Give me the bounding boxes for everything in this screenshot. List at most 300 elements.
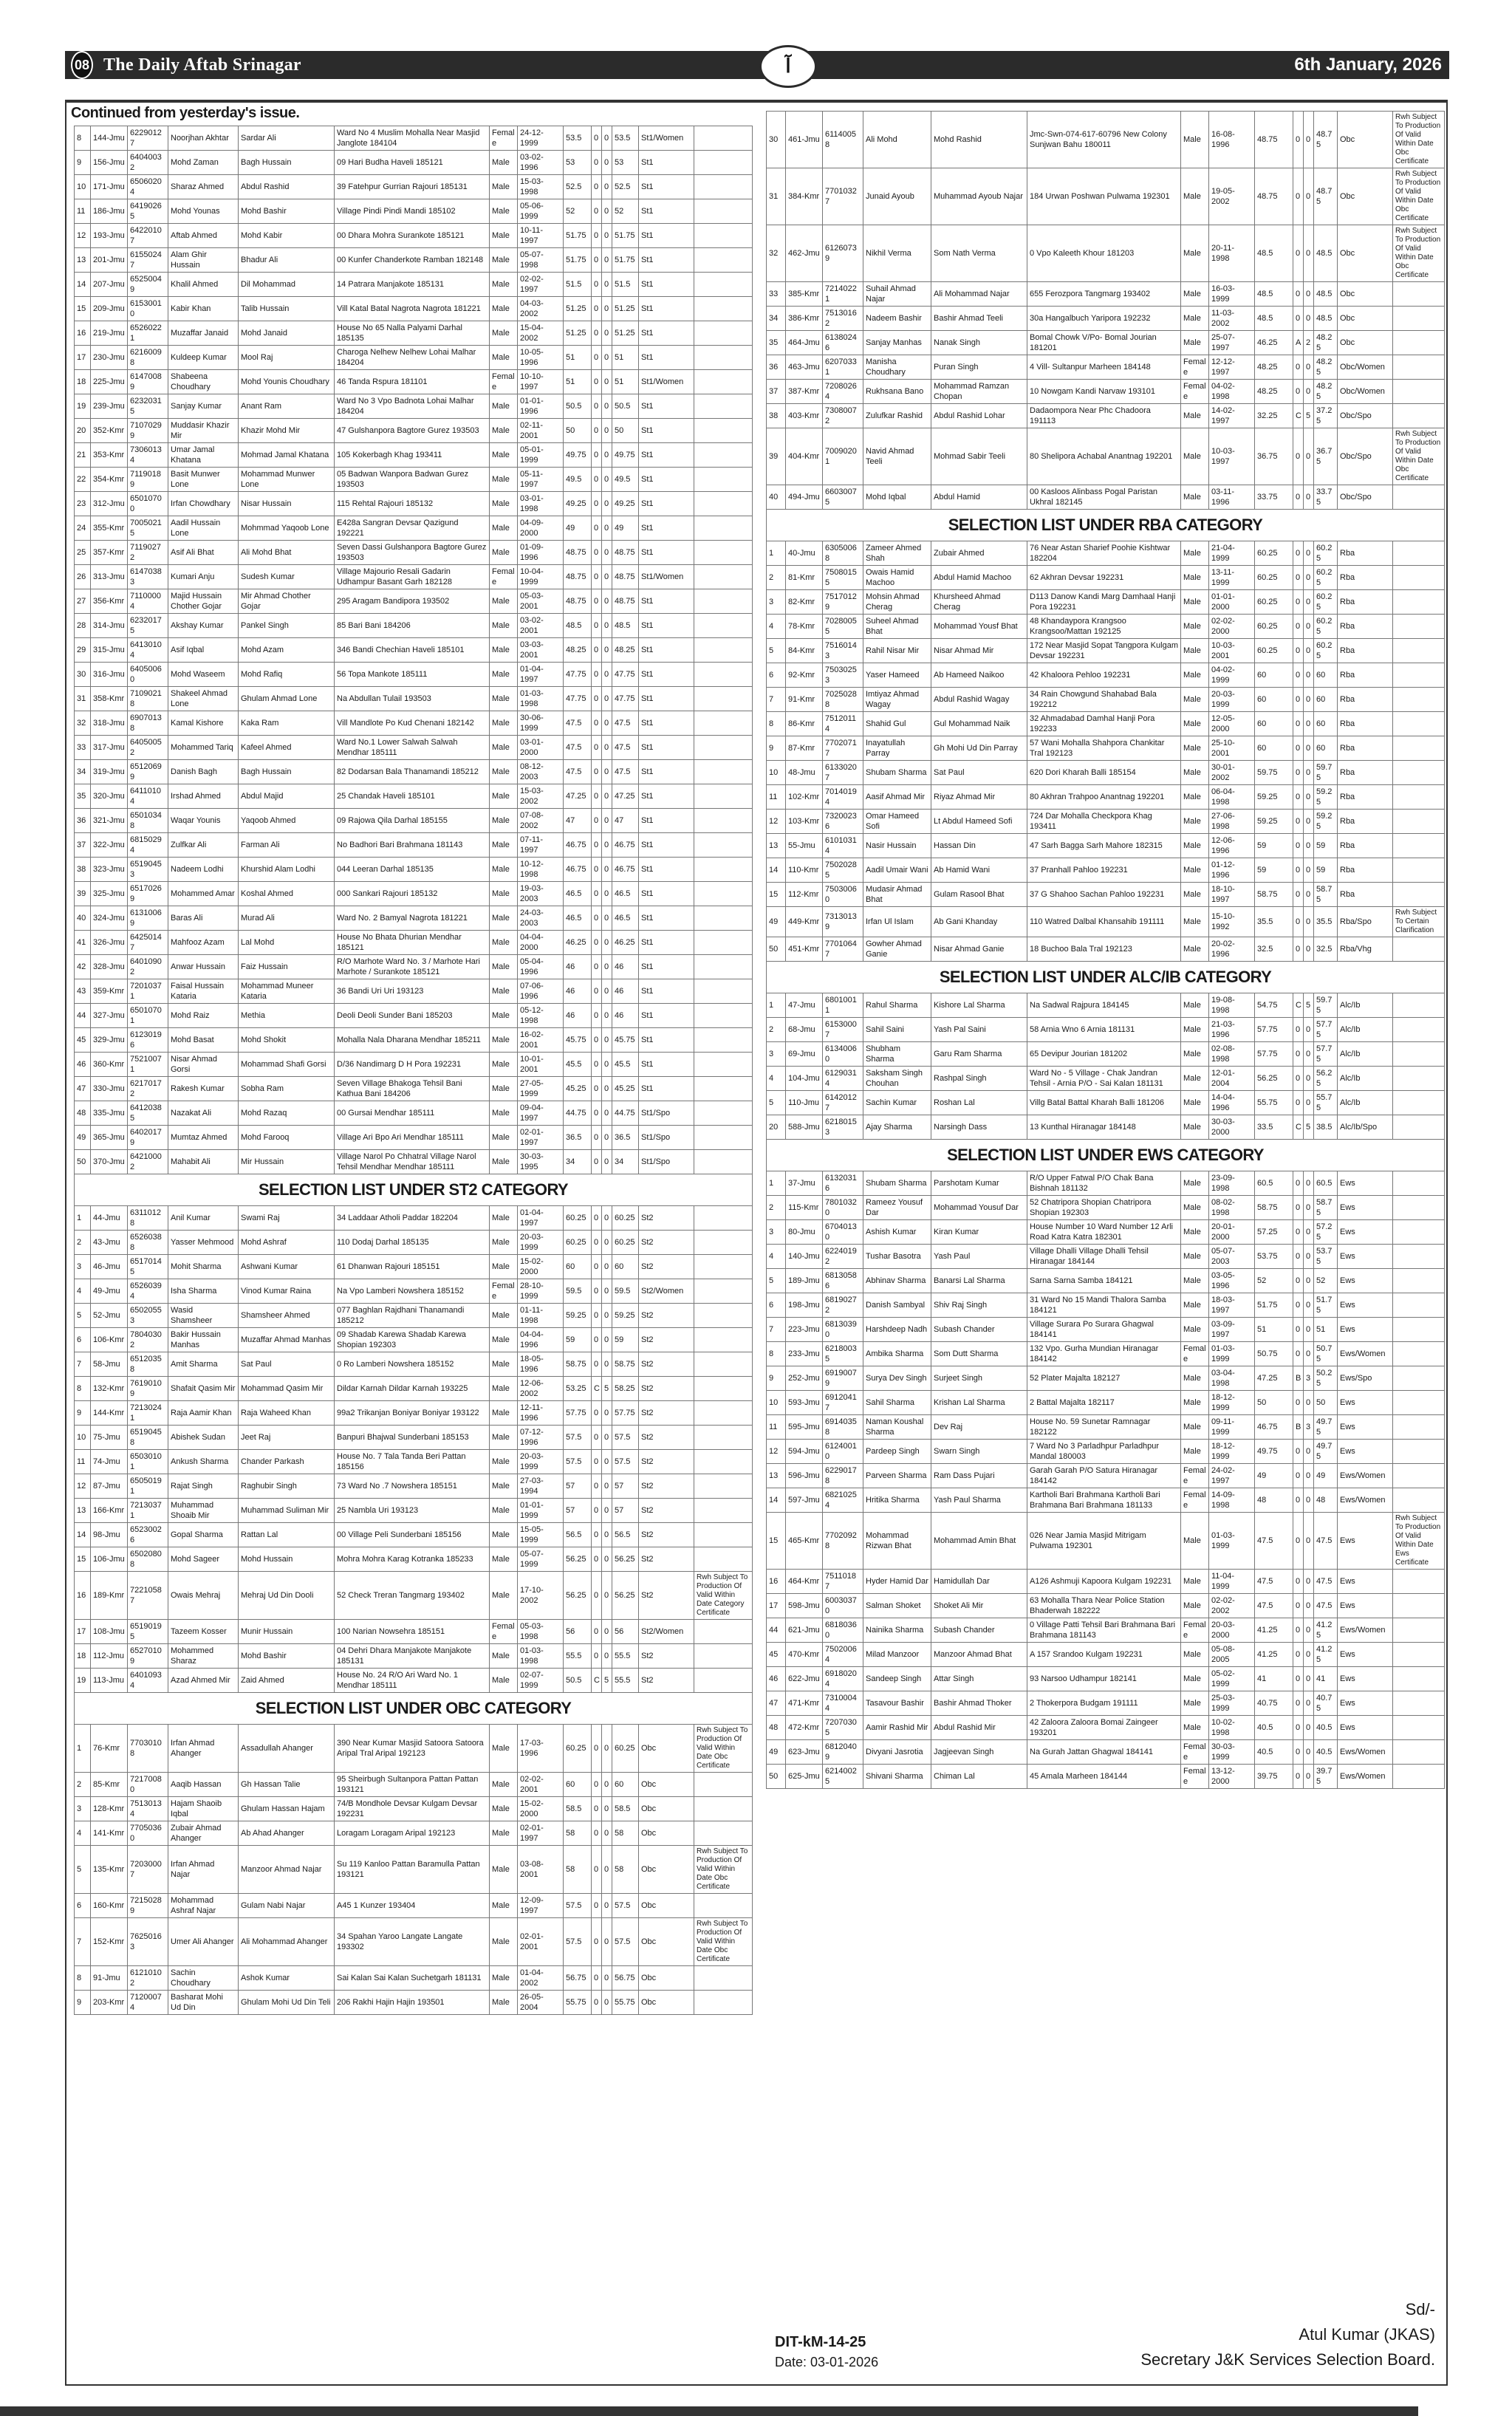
marks: 46.75	[1255, 1415, 1293, 1440]
category: St1/Spo	[639, 1126, 694, 1150]
serial-no: 7	[75, 1918, 91, 1966]
parentage: Bashir Ahmad Teeli	[931, 307, 1027, 331]
parentage: Nisar Hussain	[239, 492, 335, 516]
marks: 46.25	[564, 931, 592, 955]
date-of-birth: 02-08-1998	[1209, 1042, 1255, 1067]
total-marks: 51	[612, 346, 639, 370]
application-no: 61550247	[128, 248, 168, 273]
table-row	[767, 1220, 1445, 1245]
marks: 52	[1255, 1269, 1293, 1293]
address: 184 Urwan Poshwan Pulwama 192301	[1027, 168, 1181, 225]
gender: Male	[1181, 1269, 1209, 1293]
category: St1	[639, 760, 694, 784]
candidate-name: Nadeem Bashir	[863, 307, 931, 331]
candidate-name: Mohit Sharma	[168, 1255, 239, 1279]
roll-zone: 98-Jmu	[91, 1523, 128, 1547]
extra-marks: 3	[1304, 1366, 1314, 1391]
category: Ews	[1338, 1415, 1393, 1440]
table-row	[767, 1171, 1445, 1196]
newspaper-title: The Daily Aftab Srinagar	[103, 55, 301, 75]
total-marks: 51.25	[612, 297, 639, 321]
candidate-name: Rameez Yousuf Dar	[863, 1196, 931, 1220]
total-marks: 60.5	[1314, 1171, 1338, 1196]
total-marks: 58	[612, 1846, 639, 1894]
candidate-name: Salman Shoket	[863, 1594, 931, 1618]
roll-zone: 166-Kmr	[91, 1499, 128, 1523]
extra-marks: 0	[1304, 1293, 1314, 1318]
category: St2	[639, 1426, 694, 1450]
date-of-birth: 15-05-1999	[518, 1523, 564, 1547]
table-row	[767, 355, 1445, 380]
application-no: 71190189	[128, 468, 168, 492]
total-marks: 56.5	[612, 1523, 639, 1547]
extra-marks: 5	[602, 1377, 612, 1401]
serial-no: 12	[75, 1474, 91, 1499]
address: 46 Tanda Rspura 181101	[335, 370, 490, 394]
total-marks: 51.75	[612, 248, 639, 273]
roll-zone: 313-Jmu	[91, 565, 128, 589]
roll-zone: 322-Jmu	[91, 833, 128, 858]
serial-no: 7	[767, 1318, 786, 1342]
gender: Male	[1181, 1391, 1209, 1415]
gender: Male	[490, 1991, 518, 2015]
gender: Male	[490, 1523, 518, 1547]
parentage: Parshotam Kumar	[931, 1171, 1027, 1196]
extra-category: 0	[1293, 1488, 1304, 1513]
serial-no: 4	[767, 1245, 786, 1269]
marks: 60.25	[1255, 615, 1293, 639]
marks: 51	[564, 346, 592, 370]
marks: 60.25	[564, 1231, 592, 1255]
date-of-birth: 05-03-2001	[518, 589, 564, 614]
marks: 60	[564, 1773, 592, 1797]
total-marks: 57.5	[612, 1426, 639, 1450]
date-of-birth: 03-01-2000	[518, 736, 564, 760]
parentage: Chiman Lal	[931, 1765, 1027, 1789]
extra-category: 0	[592, 809, 602, 833]
marks: 47.75	[564, 687, 592, 711]
roll-zone: 104-Jmu	[786, 1067, 823, 1091]
extra-category: 0	[1293, 1594, 1304, 1618]
roll-zone: 108-Jmu	[91, 1620, 128, 1644]
category: St1	[639, 1077, 694, 1101]
roll-zone: 316-Jmu	[91, 663, 128, 687]
extra-marks: 0	[1304, 428, 1314, 485]
application-no: 65120358	[128, 1352, 168, 1377]
gender: Male	[1181, 688, 1209, 712]
address: A45 1 Kunzer 193404	[335, 1894, 490, 1918]
remarks	[1393, 380, 1445, 404]
marks: 47.5	[564, 760, 592, 784]
gender: Male	[1181, 225, 1209, 282]
parentage: Mohd Kabir	[239, 224, 335, 248]
serial-no: 16	[75, 321, 91, 346]
extra-category: 0	[1293, 663, 1304, 688]
parentage: Muhammad Suliman Mir	[239, 1499, 335, 1523]
table-row	[75, 492, 753, 516]
serial-no: 4	[75, 1279, 91, 1304]
table-row	[767, 834, 1445, 858]
extra-marks: 0	[1304, 566, 1314, 590]
roll-zone: 593-Jmu	[786, 1391, 823, 1415]
total-marks: 49.5	[612, 468, 639, 492]
date-of-birth: 02-02-2000	[1209, 615, 1255, 639]
address: 37 Pranhall Pahloo 192231	[1027, 858, 1181, 883]
roll-zone: 319-Jmu	[91, 760, 128, 784]
parentage: Sat Paul	[239, 1352, 335, 1377]
gender: Male	[490, 1126, 518, 1150]
date-of-birth: 02-01-2001	[518, 1918, 564, 1966]
date-of-birth: 01-01-2000	[1209, 590, 1255, 615]
category: St1	[639, 297, 694, 321]
extra-category: 0	[592, 321, 602, 346]
application-no: 72130371	[128, 1499, 168, 1523]
marks: 48.25	[1255, 380, 1293, 404]
parentage: Sardar Ali	[239, 126, 335, 151]
marks: 50.75	[1255, 1342, 1293, 1366]
gender: Male	[1181, 428, 1209, 485]
gender: Male	[1181, 1220, 1209, 1245]
category: Rba/Vhg	[1338, 937, 1393, 962]
gender: Male	[1181, 1440, 1209, 1464]
remarks	[694, 273, 753, 297]
address: Village Narol Po Chhatral Village Narol Tehsil Mendhar Mendhar 185111	[335, 1150, 490, 1174]
table-row	[75, 1991, 753, 2015]
date-of-birth: 04-09-2000	[518, 516, 564, 541]
parentage: Ghulam Mohi Ud Din Teli	[239, 1991, 335, 2015]
category: Rba	[1338, 615, 1393, 639]
marks: 58.75	[1255, 1196, 1293, 1220]
serial-no: 7	[767, 688, 786, 712]
application-no: 73200236	[823, 810, 863, 834]
extra-marks: 0	[1304, 1440, 1314, 1464]
remarks	[694, 1450, 753, 1474]
marks: 50.5	[564, 394, 592, 419]
total-marks: 59	[1314, 858, 1338, 883]
extra-category: 0	[592, 833, 602, 858]
candidate-name: Tushar Basotra	[863, 1245, 931, 1269]
gender: Male	[490, 1150, 518, 1174]
candidate-name: Rahul Sharma	[863, 993, 931, 1018]
address: 105 Kokerbagh Khag 193411	[335, 443, 490, 468]
parentage: Jeet Raj	[239, 1426, 335, 1450]
serial-no: 1	[767, 993, 786, 1018]
address: Deoli Deoli Sunder Bani 185203	[335, 1004, 490, 1028]
serial-no: 11	[767, 1415, 786, 1440]
extra-category: 0	[592, 565, 602, 589]
parentage: Mohd Azam	[239, 638, 335, 663]
marks: 57.5	[564, 1918, 592, 1966]
roll-zone: 58-Jmu	[91, 1352, 128, 1377]
application-no: 78010320	[823, 1196, 863, 1220]
extra-category: 0	[1293, 485, 1304, 510]
serial-no: 39	[75, 882, 91, 906]
section-heading-row	[767, 1140, 1445, 1171]
table-row	[767, 736, 1445, 761]
total-marks: 60.25	[612, 1231, 639, 1255]
application-no: 77050360	[128, 1821, 168, 1846]
roll-zone: 471-Kmr	[786, 1691, 823, 1716]
roll-zone: 321-Jmu	[91, 809, 128, 833]
category: Ews	[1338, 1667, 1393, 1691]
category: Ews/Women	[1338, 1488, 1393, 1513]
table-row	[75, 589, 753, 614]
serial-no: 3	[75, 1255, 91, 1279]
parentage: Khurshid Alam Lodhi	[239, 858, 335, 882]
table-row	[75, 1918, 753, 1966]
gender: Male	[490, 1304, 518, 1328]
marks: 49	[1255, 1464, 1293, 1488]
gender: Male	[490, 955, 518, 979]
date-of-birth: 27-03-1994	[518, 1474, 564, 1499]
date-of-birth: 03-02-2001	[518, 614, 564, 638]
application-no: 65120699	[128, 760, 168, 784]
address: 13 Kunthal Hiranagar 184148	[1027, 1115, 1181, 1140]
gender: Male	[490, 638, 518, 663]
roll-zone: 357-Kmr	[91, 541, 128, 565]
table-row	[75, 1304, 753, 1328]
gender: Male	[490, 1547, 518, 1572]
address: 000 Sankari Rajouri 185132	[335, 882, 490, 906]
application-no: 64250147	[128, 931, 168, 955]
address: Sai Kalan Sai Kalan Suchetgarh 181131	[335, 1966, 490, 1991]
remarks	[1393, 1196, 1445, 1220]
table-row	[75, 419, 753, 443]
date-of-birth: 07-06-1996	[518, 979, 564, 1004]
total-marks: 46.75	[612, 858, 639, 882]
parentage: Mohd Ashraf	[239, 1231, 335, 1255]
parentage: Ali Mohammad Najar	[931, 282, 1027, 307]
gender: Male	[490, 175, 518, 199]
remarks	[1393, 1391, 1445, 1415]
extra-marks: 0	[602, 1255, 612, 1279]
roll-zone: 325-Jmu	[91, 882, 128, 906]
roll-zone: 128-Kmr	[91, 1797, 128, 1821]
address: Jmc-Swn-074-617-60796 New Colony Sunjwan Bahu 180011	[1027, 112, 1181, 168]
parentage: Som Nath Verma	[931, 225, 1027, 282]
extra-marks: 0	[602, 784, 612, 809]
candidate-name: Mohd Waseem	[168, 663, 239, 687]
candidate-name: Mohd Zaman	[168, 151, 239, 175]
serial-no: 12	[75, 224, 91, 248]
extra-category: 0	[592, 882, 602, 906]
roll-zone: 464-Kmr	[786, 1570, 823, 1594]
roll-zone: 462-Jmu	[786, 225, 823, 282]
address: 31 Ward No 15 Mandi Thalora Samba 184121	[1027, 1293, 1181, 1318]
roll-zone: 596-Jmu	[786, 1464, 823, 1488]
extra-category: 0	[592, 858, 602, 882]
continued-label: Continued from yesterday's issue.	[71, 105, 300, 121]
parentage: Mohammad Shafi Gorsi	[239, 1053, 335, 1077]
candidate-name: Anwar Hussain	[168, 955, 239, 979]
serial-no: 1	[75, 1725, 91, 1773]
category: St2	[639, 1255, 694, 1279]
total-marks: 58.5	[612, 1797, 639, 1821]
candidate-name: Alam Ghir Hussain	[168, 248, 239, 273]
remarks	[1393, 663, 1445, 688]
date-of-birth: 10-03-1997	[1209, 428, 1255, 485]
roll-zone: 48-Jmu	[786, 761, 823, 785]
date-of-birth: 01-03-1998	[518, 687, 564, 711]
candidate-name: Mohd Iqbal	[863, 485, 931, 510]
marks: 60.25	[564, 1206, 592, 1231]
total-marks: 48.25	[1314, 355, 1338, 380]
candidate-name: Nisar Ahmad Gorsi	[168, 1053, 239, 1077]
extra-category: 0	[592, 1474, 602, 1499]
address: 00 Kasloos Alinbass Pogal Paristan Ukhral 182145	[1027, 485, 1181, 510]
table-row	[75, 394, 753, 419]
total-marks: 49.75	[1314, 1440, 1338, 1464]
remarks	[1393, 615, 1445, 639]
total-marks: 41.25	[1314, 1643, 1338, 1667]
remarks	[1393, 1342, 1445, 1366]
candidate-name: Umar Jamal Khatana	[168, 443, 239, 468]
category: Alc/Ib	[1338, 1018, 1393, 1042]
address: Vill Mandlote Po Kud Chenani 182142	[335, 711, 490, 736]
date-of-birth: 01-04-1997	[518, 663, 564, 687]
application-no: 75030060	[823, 883, 863, 907]
remarks	[694, 1053, 753, 1077]
extra-category: 0	[592, 1426, 602, 1450]
extra-category: 0	[1293, 1245, 1304, 1269]
table-row	[767, 785, 1445, 810]
application-no: 65020808	[128, 1547, 168, 1572]
extra-category: 0	[592, 1101, 602, 1126]
gender: Male	[1181, 282, 1209, 307]
table-row	[75, 175, 753, 199]
application-no: 65010700	[128, 492, 168, 516]
remarks	[694, 394, 753, 419]
table-row	[75, 1797, 753, 1821]
candidate-name: Sahil Sharma	[863, 1391, 931, 1415]
roll-zone: 625-Jmu	[786, 1765, 823, 1789]
total-marks: 49.75	[1314, 1415, 1338, 1440]
application-no: 68210254	[823, 1488, 863, 1513]
application-no: 62320175	[128, 614, 168, 638]
roll-zone: 84-Kmr	[786, 639, 823, 663]
marks: 56	[564, 1620, 592, 1644]
table-row	[767, 331, 1445, 355]
roll-zone: 74-Jmu	[91, 1450, 128, 1474]
table-row	[75, 1077, 753, 1101]
parentage: Zaid Ahmed	[239, 1669, 335, 1693]
table-row	[767, 1667, 1445, 1691]
extra-category: 0	[1293, 1570, 1304, 1594]
extra-marks: 0	[602, 1620, 612, 1644]
gender: Male	[490, 614, 518, 638]
application-no: 69070138	[128, 711, 168, 736]
table-row	[767, 1018, 1445, 1042]
roll-zone: 201-Jmu	[91, 248, 128, 273]
application-no: 61140058	[823, 112, 863, 168]
marks: 46.5	[564, 882, 592, 906]
serial-no: 13	[767, 1464, 786, 1488]
serial-no: 45	[75, 1028, 91, 1053]
marks: 36.5	[564, 1126, 592, 1150]
total-marks: 47	[612, 809, 639, 833]
roll-zone: 595-Jmu	[786, 1415, 823, 1440]
selection-table-left	[74, 126, 753, 2015]
parentage: Mohd Shokit	[239, 1028, 335, 1053]
extra-marks: 0	[1304, 590, 1314, 615]
marks: 51.25	[564, 321, 592, 346]
category: St2	[639, 1644, 694, 1669]
address: Village Ari Bpo Ari Mendhar 185111	[335, 1126, 490, 1150]
roll-zone: 318-Jmu	[91, 711, 128, 736]
serial-no: 5	[75, 1846, 91, 1894]
application-no: 71100004	[128, 589, 168, 614]
address: 39 Fatehpur Gurrian Rajouri 185131	[335, 175, 490, 199]
application-no: 70250288	[823, 688, 863, 712]
address: 724 Dar Mohalla Checkpora Khag 193411	[1027, 810, 1181, 834]
remarks	[694, 370, 753, 394]
total-marks: 46	[612, 979, 639, 1004]
gender: Male	[490, 1328, 518, 1352]
date-of-birth: 02-02-2001	[518, 1773, 564, 1797]
application-no: 65260388	[128, 1231, 168, 1255]
table-row	[75, 1725, 753, 1773]
roll-zone: 40-Jmu	[786, 541, 823, 566]
address: 42 Zaloora Zaloora Bomai Zaingeer 193201	[1027, 1716, 1181, 1740]
candidate-name: Mohsin Ahmad Cherag	[863, 590, 931, 615]
application-no: 68180360	[823, 1618, 863, 1643]
address: Na Abdullan Tulail 193503	[335, 687, 490, 711]
category: Ews	[1338, 1691, 1393, 1716]
extra-marks: 0	[1304, 907, 1314, 937]
date-of-birth: 01-03-1998	[518, 1644, 564, 1669]
gender: Male	[490, 1821, 518, 1846]
total-marks: 57.5	[612, 1450, 639, 1474]
parentage: Mohammad Yousf Bhat	[931, 615, 1027, 639]
marks: 41.25	[1255, 1618, 1293, 1643]
extra-marks: 0	[602, 1004, 612, 1028]
remarks	[694, 1126, 753, 1150]
marks: 51.75	[564, 248, 592, 273]
marks: 48	[1255, 1488, 1293, 1513]
remarks	[694, 1352, 753, 1377]
roll-zone: 324-Jmu	[91, 906, 128, 931]
marks: 32.25	[1255, 404, 1293, 428]
candidate-name: Muddasir Khazir Mir	[168, 419, 239, 443]
gender: Male	[1181, 1115, 1209, 1140]
application-no: 65020553	[128, 1304, 168, 1328]
application-no: 77010647	[823, 937, 863, 962]
marks: 60.25	[564, 1725, 592, 1773]
extra-marks: 0	[602, 1846, 612, 1894]
extra-category: 0	[1293, 541, 1304, 566]
application-no: 61290314	[823, 1067, 863, 1091]
application-no: 65190453	[128, 858, 168, 882]
table-row	[767, 1570, 1445, 1594]
roll-zone: 132-Kmr	[91, 1377, 128, 1401]
total-marks: 60.25	[1314, 541, 1338, 566]
date-of-birth: 07-11-1997	[518, 833, 564, 858]
extra-marks: 0	[1304, 112, 1314, 168]
total-marks: 60	[612, 1255, 639, 1279]
total-marks: 59.25	[1314, 785, 1338, 810]
marks: 49.25	[564, 492, 592, 516]
application-no: 65250049	[128, 273, 168, 297]
application-no: 72080264	[823, 380, 863, 404]
extra-marks: 0	[1304, 307, 1314, 331]
table-row	[767, 937, 1445, 962]
roll-zone: 621-Jmu	[786, 1618, 823, 1643]
extra-marks: 0	[602, 273, 612, 297]
roll-zone: 323-Jmu	[91, 858, 128, 882]
gender: Male	[490, 321, 518, 346]
parentage: Hamidullah Dar	[931, 1570, 1027, 1594]
category: St1	[639, 687, 694, 711]
